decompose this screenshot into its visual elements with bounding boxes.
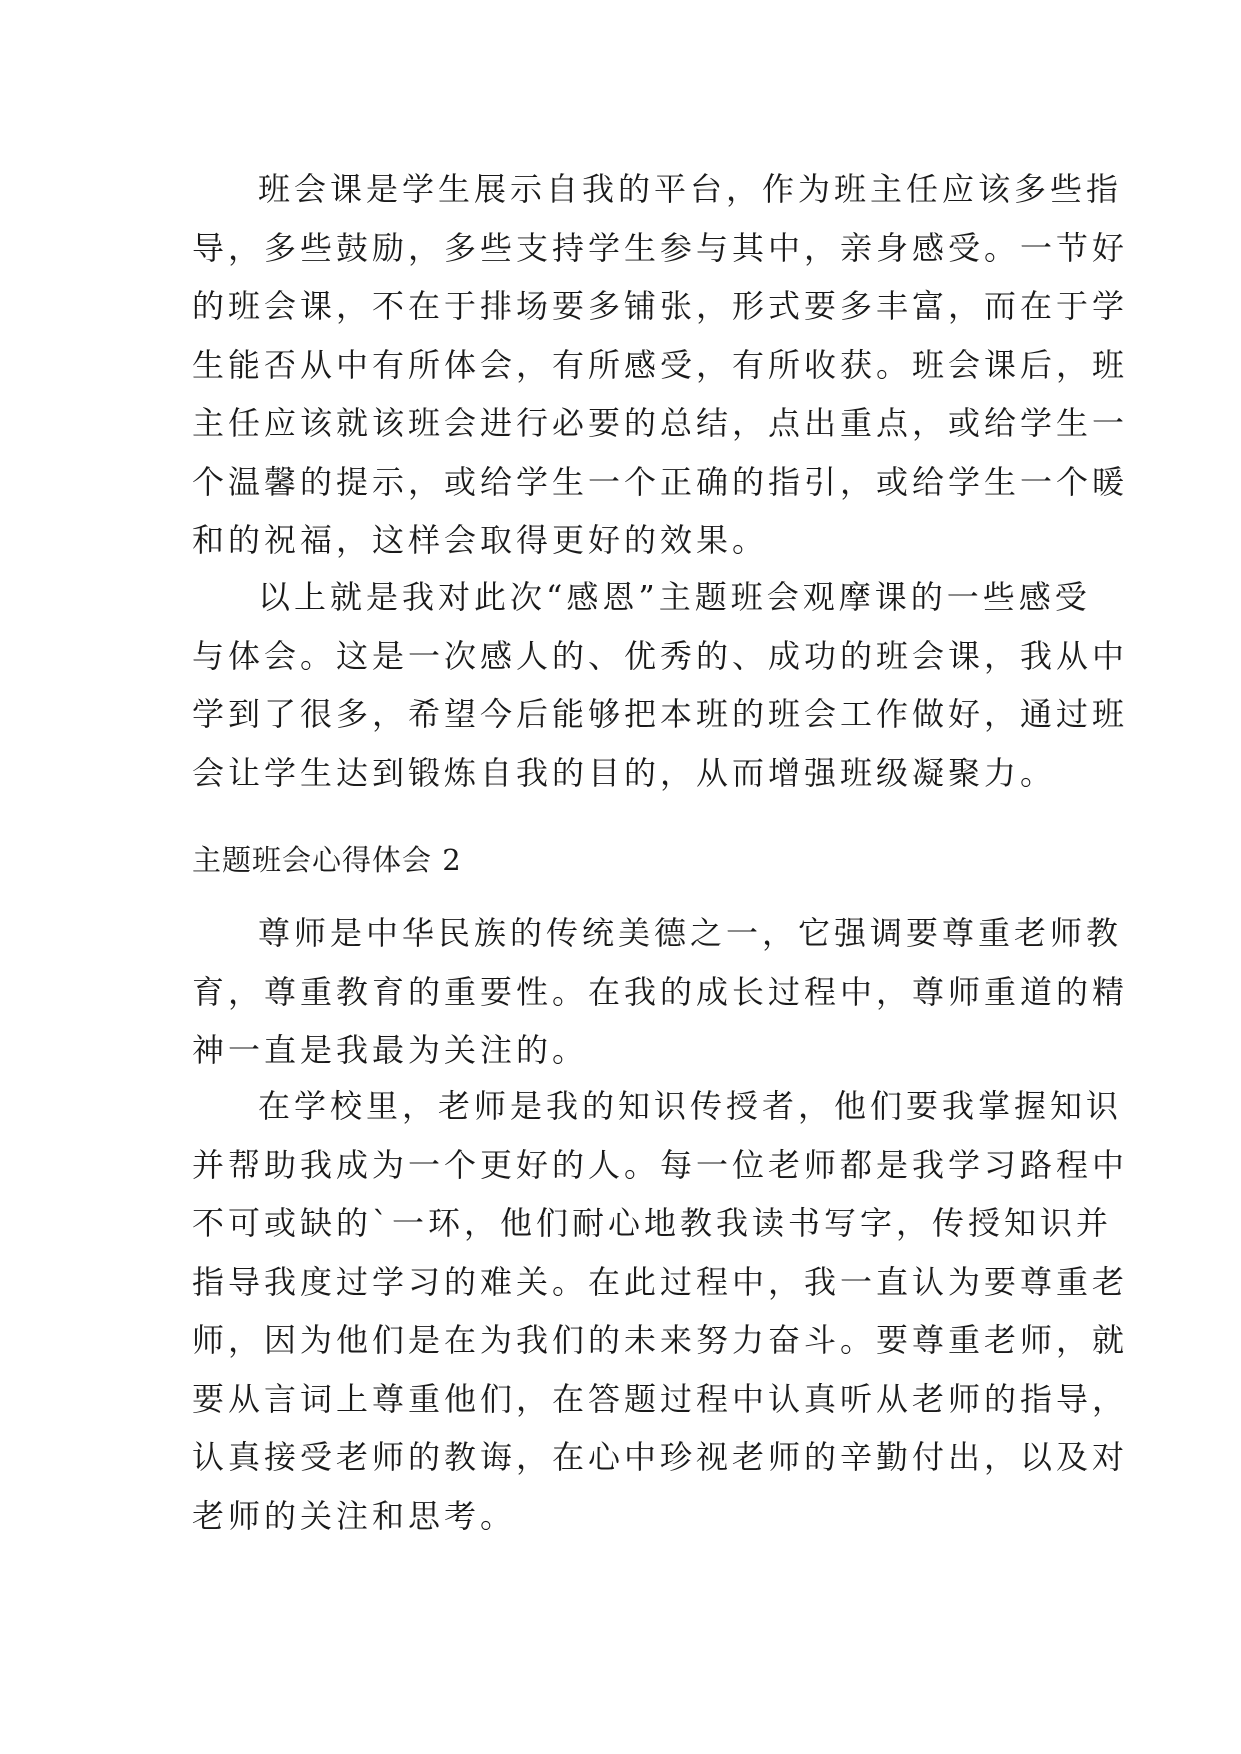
paragraph-line: 老师的关注和思考。	[192, 1496, 517, 1535]
paragraph-line: 尊师是中华民族的传统美德之一，它强调要尊重老师教	[258, 914, 1123, 952]
paragraph-line: 和的祝福，这样会取得更好的效果。	[192, 521, 769, 559]
paragraph-line: 神一直是我最为关注的。	[192, 1031, 589, 1069]
paragraph-line: 师，因为他们是在为我们的未来努力奋斗。要尊重老师，就	[192, 1321, 1129, 1359]
paragraph-line: 的班会课，不在于排场要多铺张，形式要多丰富，而在于学	[192, 287, 1129, 325]
paragraph-teachers-at-school	[192, 1077, 1129, 1545]
paragraph-line: 并帮助我成为一个更好的人。每一位老师都是我学习路程中	[192, 1145, 1129, 1184]
paragraph-line: 指导我度过学习的难关。在此过程中，我一直认为要尊重老	[192, 1262, 1129, 1301]
paragraph-line: 学到了很多，希望今后能够把本班的班会工作做好，通过班	[192, 695, 1129, 733]
paragraph-line: 班会课是学生展示自我的平台，作为班主任应该多些指	[258, 170, 1123, 208]
paragraph-line: 个温馨的提示，或给学生一个正确的指引，或给学生一个暖	[192, 462, 1129, 501]
section-heading: 主题班会心得体会 2	[192, 843, 462, 877]
paragraph-line: 生能否从中有所体会，有所感受，有所收获。班会课后，班	[192, 345, 1129, 384]
paragraph-line: 会让学生达到锻炼自我的目的，从而增强班级凝聚力。	[192, 753, 1057, 792]
paragraph-conclusion	[192, 568, 1129, 802]
paragraph-line: 认真接受老师的教诲，在心中珍视老师的辛勤付出，以及对	[192, 1438, 1129, 1476]
paragraph-line: 导，多些鼓励，多些支持学生参与其中，亲身感受。一节好	[192, 228, 1129, 267]
paragraph-line: 主任应该就该班会进行必要的总结，点出重点，或给学生一	[192, 404, 1129, 442]
paragraph-line: 以上就是我对此次“感恩”主题班会观摩课的一些感受	[258, 578, 1091, 616]
paragraph-line: 育，尊重教育的重要性。在我的成长过程中，尊师重道的精	[192, 972, 1129, 1011]
paragraph-line: 与体会。这是一次感人的、优秀的、成功的班会课，我从中	[192, 636, 1129, 675]
paragraph-line: 在学校里，老师是我的知识传授者，他们要我掌握知识	[258, 1087, 1123, 1125]
paragraph-line: 要从言词上尊重他们，在答题过程中认真听从老师的指导，	[192, 1379, 1129, 1418]
paragraph-class-meeting-summary	[192, 160, 1129, 570]
paragraph-line: 不可或缺的`一环，他们耐心地教我读书写字，传授知识并	[192, 1204, 1113, 1242]
paragraph-respect-teachers-intro	[192, 904, 1129, 1080]
